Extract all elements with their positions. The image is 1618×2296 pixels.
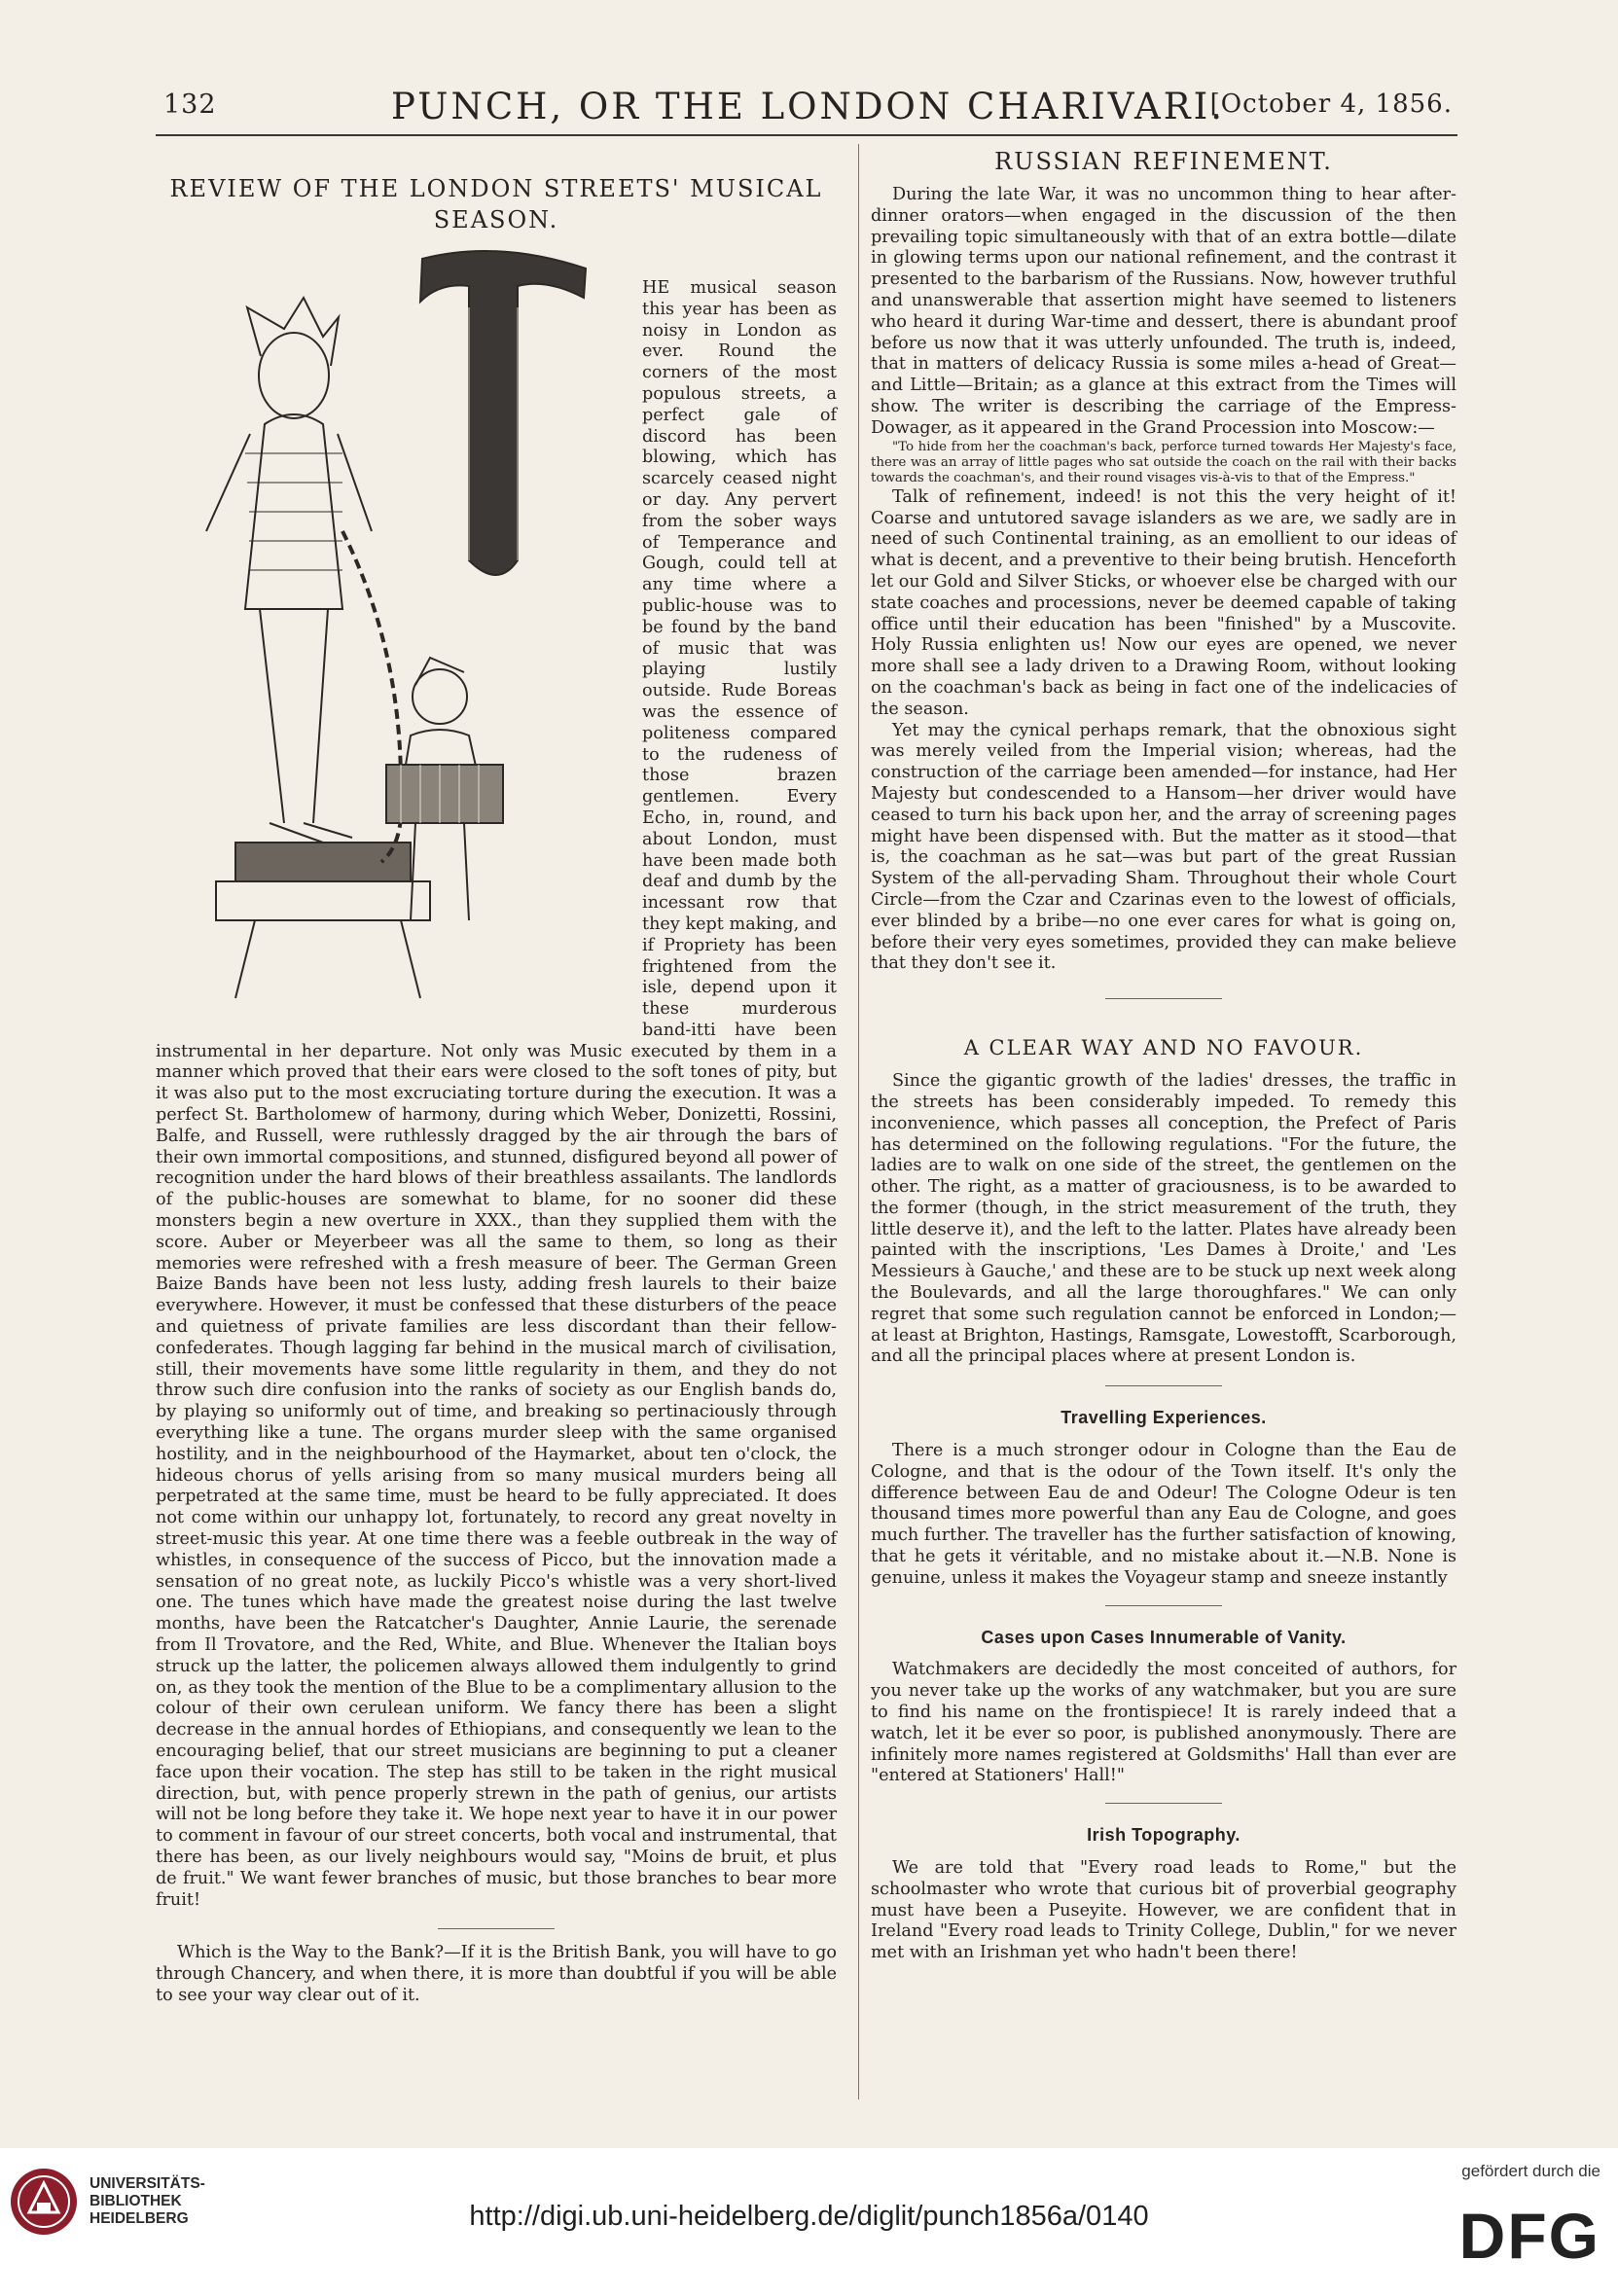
section-rule <box>1105 1385 1222 1386</box>
institution-line-1: UNIVERSITÄTS- <box>90 2175 205 2192</box>
cases-vanity-body: Watchmakers are decidedly the most conceited of authors, for you never take up the works of any watchmaker, but you are sure to find his name on the frontispiece! It is rarely indeed that a watch, let it be ever so poor, is published anonymously. There are infinitely more names registered at Goldsmiths' Hall than ever are "entered at Stationers' Hall!" <box>871 1660 1456 1786</box>
subtitle-cases-vanity: Cases upon Cases Innumerable of Vanity. <box>981 1627 1347 1647</box>
page-number: 132 <box>163 90 217 120</box>
article-body-musical-season: HE musical season this year has been as noisy in London as ever. Round the corners of the most populous streets, a perfect gale of discord has been blowing, which has scarcely ceased night or day. Any pervert from the sober ways of Temperance and Gough, could tell at any time where a public-house was to be found by the band of music that was playing lustily outside. Rude Boreas was the essence of politeness compared to the rudeness of those brazen gentlemen. Every Echo, in, round, and about London, must have been made both deaf and dumb by the incessant row that they kept making, and if Propriety has been frightened from the isle, depend upon it these murderous band-itti have been instrumental in her departure. Not only was Music executed by them in a manner which proved that their ears were closed to the soft tones of pity, but it was also put to the most excruciating torture during the execution. It was a perfect St. Bartholomew of harmony, during which Weber, Donizetti, Rossini, Balfe, and Russell, were ruthlessly dragged by the air through the bars of their own immortal compositions, and stunned, disfigured beyond all power of recognition under the hard blows of their breathless assailants. The landlords of the public-houses are somewhat to blame, for no sooner did these monsters begin a new overture in XXX., than they supplied them with the score. Auber or Meyerbeer was all the same to them, so long as their memories were refreshed with a fresh measure of beer. The German Green Baize Bands have been not less lusty, adding fresh laurels to their baize everywhere. However, it must be confessed that these disturbers of the peace and quietness of private families are less discordant than their fellow-confederates. Though lagging far behind in the musical march of civilisation, still, their movements have some little regularity in them, and they do not throw such dire confusion into the ranks of society as our English bands do, by playing so uniformly out of time, and breaking so pertinaciously through everything like a tune. The organs murder sleep with the same organised hostility, and in the neighbourhood of the Haymarket, about ten o'clock, the hideous chorus of yells arising from so many musical murders being all perpetrated at the same time, must be heard to be fully appreciated. It does not come within our unhappy lot, fortunately, to record any great novelty in street-music this year. At one time there was a feeble outbreak in the way of whistles, in consequence of the success of Picco, but the innovation made a sensation of no great note, as luckily Picco's whistle was a very short-lived one. The tunes which have made the greatest noise during the last twelve months, have been the Ratcatcher's Daughter, Annie Laurie, the serenade from Il Trovatore, and the Red, White, and Blue. Whenever the Italian boys struck up the latter, the policemen always allowed them indulgently to grind on, as they took the mention of the Blue to be a complimentary allusion to the colour of their own cerulean uniform. We fancy there has been a slight decrease in the annual hordes of Ethiopians, and consequently we lean to the encouraging belief, that our street musicians are beginning to put a cleaner face upon their vocation. The step has still to be taken in the right musical direction, but, with pence properly strewn in the path of genius, our artists will not be long before they take it. We hope next year to have it in our power to comment in favour of our street concerts, both vocal and instrumental, that there has been, as our lively neighbours would say, "Moins de bruit, et plus de fruit." We want fewer branches of music, but those branches to bear more fruit! <box>156 278 837 1910</box>
russian-refinement-p1: During the late War, it was no uncommon thing to hear after-dinner orators—when engaged in the discussion of the then prevailing topic simultaneously with that of an extra bottle—dilate in glowing terms upon our national refinement, and the contrast it presented to the barbarism of the Russians. Now, however truthful and unanswerable that assertion might have seemed to listeners who heard it during War-time and dessert, there is abundant proof before us now that it was utterly unfounded. The truth is, indeed, that in matters of delicacy Russia is some miles a-head of Great—and Little—Britain; as a glance at this extract from the Times will show. The writer is describing the carriage of the Empress-Dowager, as it appeared in the Grand Procession into Moscow:— <box>871 185 1456 438</box>
travelling-experiences-body: There is a much stronger odour in Cologne than the Eau de Cologne, and that is the odour of the Town itself. It's only the difference between Eau de and Odeur! The Cologne Odeur is ten thousand times more powerful than any Eau de Cologne, and goes much further. The traveller has the further satisfaction of knowing, that he gets it véritable, and no mistake about it.—N.B. None is genuine, unless it makes the Voyageur stamp and sneeze instantly <box>871 1441 1456 1588</box>
russian-refinement-p3: Yet may the cynical perhaps remark, that the obnoxious sight was merely veiled from the Imperial vision; whereas, had the construction of the carriage been amended—for instance, had Her Majesty but condescended to a Hansom—her driver would have ceased to turn his back upon her, and the array of screening pages might have been dispensed with. But the matter as it stood—that is, the coachman as he sat—was but part of the great Russian System of the all-pervading Sham. Throughout their whole Court Circle—from the Czar and Czarinas even to the lowest of officials, ever blinded by a bribe—no one ever cares for what is going on, before their very eyes sometimes, provided they can make believe that they don't see it. <box>871 720 1456 974</box>
irish-topography-body: We are told that "Every road leads to Rome," but the schoolmaster who wrote that curious bit of proverbial geography must have been a Puseyite. However, we are confident that in Ireland "Every road leads to Trinity College, Dublin," for we never met with an Irishman yet who hadn't been there! <box>871 1858 1456 1963</box>
funding-note: gefördert durch die <box>1461 2162 1600 2180</box>
institution-line-2: BIBLIOTHEK <box>90 2193 182 2209</box>
street-musicians-illustration <box>177 239 654 1008</box>
article-body-bank: Which is the Way to the Bank?—If it is the British Bank, you will have to go through Chancery, and when there, it is more than doubtful if you will be able to see your way clear out of it. <box>156 1943 837 2005</box>
article-title-clear-way: A CLEAR WAY AND NO FAVOUR. <box>963 1036 1364 1060</box>
clear-way-body: Since the gigantic growth of the ladies' dresses, the traffic in the streets has been considerably impeded. To remedy this inconvenience, which passes all conception, the Prefect of Paris has determined on the following regulations. "For the future, the ladies are to walk on one side of the street, the gentlemen on the other. The right, as a matter of graciousness, is to be awarded to the former (though, in the strict measurement of the truth, they little deserve it), and the left to the latter. Plates have already been painted with the inscriptions, 'Les Dames à Droite,' and 'Les Messieurs à Gauche,' and these are to be stuck up next week along the Boulevards, and all the large thoroughfares." We can only regret that some such regulation cannot be enforced in London;—at least at Brighton, Hastings, Ramsgate, Lowestofft, Scarborough, and all the principal places where at present London is. <box>871 1071 1456 1367</box>
dfg-logo-text: DFG <box>1458 2200 1600 2272</box>
institution-line-3: HEIDELBERG <box>90 2210 189 2227</box>
subtitle-irish-topography: Irish Topography. <box>1087 1825 1240 1846</box>
article-title-musical-season: REVIEW OF THE LONDON STREETS' MUSICAL SEASON. <box>169 175 823 233</box>
header-rule <box>156 134 1457 136</box>
section-rule <box>1105 1803 1222 1804</box>
section-rule <box>1105 1605 1222 1606</box>
subtitle-travelling-experiences: Travelling Experiences. <box>1061 1408 1267 1428</box>
russian-refinement-p2: Talk of refinement, indeed! is not this the very height of it! Coarse and untutored savage islanders as we are, we sadly are in need of such Continental training, as an emollient to our ideas of what is decent, and a preventive to their being brutish. Henceforth let our Gold and Silver Sticks, or whoever else be charged with our state coaches and processions, never be deemed capable of taking office until their education has been "finished" by a Muscovite. Holy Russia enlighten us! Now our eyes are opened, we never more shall see a lady driven to a Drawing Room, without looking on the coachman's back as being in fact one of the indelicacies of the season. <box>871 486 1456 719</box>
right-column <box>871 146 1456 1964</box>
issue-date: [October 4, 1856. <box>1209 90 1453 119</box>
dfg-logo <box>1459 2199 1600 2273</box>
digitization-footer <box>0 2148 1618 2296</box>
masthead-title: PUNCH, OR THE LONDON CHARIVARI. <box>391 86 1225 127</box>
running-header <box>163 86 1453 134</box>
times-extract-quote: "To hide from her the coachman's back, perforce turned towards Her Majesty's face, there was an array of little pages who sat outside the coach on the rail with their backs towards the coachman's, and their round visages vis-à-vis to that of the Empress." <box>871 439 1456 486</box>
drop-cap-t <box>420 251 586 575</box>
column-divider <box>858 144 859 2099</box>
article-title-russian-refinement: RUSSIAN REFINEMENT. <box>994 148 1333 175</box>
source-url-link[interactable]: http://digi.ub.uni-heidelberg.de/diglit/punch1856a/0140 <box>469 2201 1149 2232</box>
